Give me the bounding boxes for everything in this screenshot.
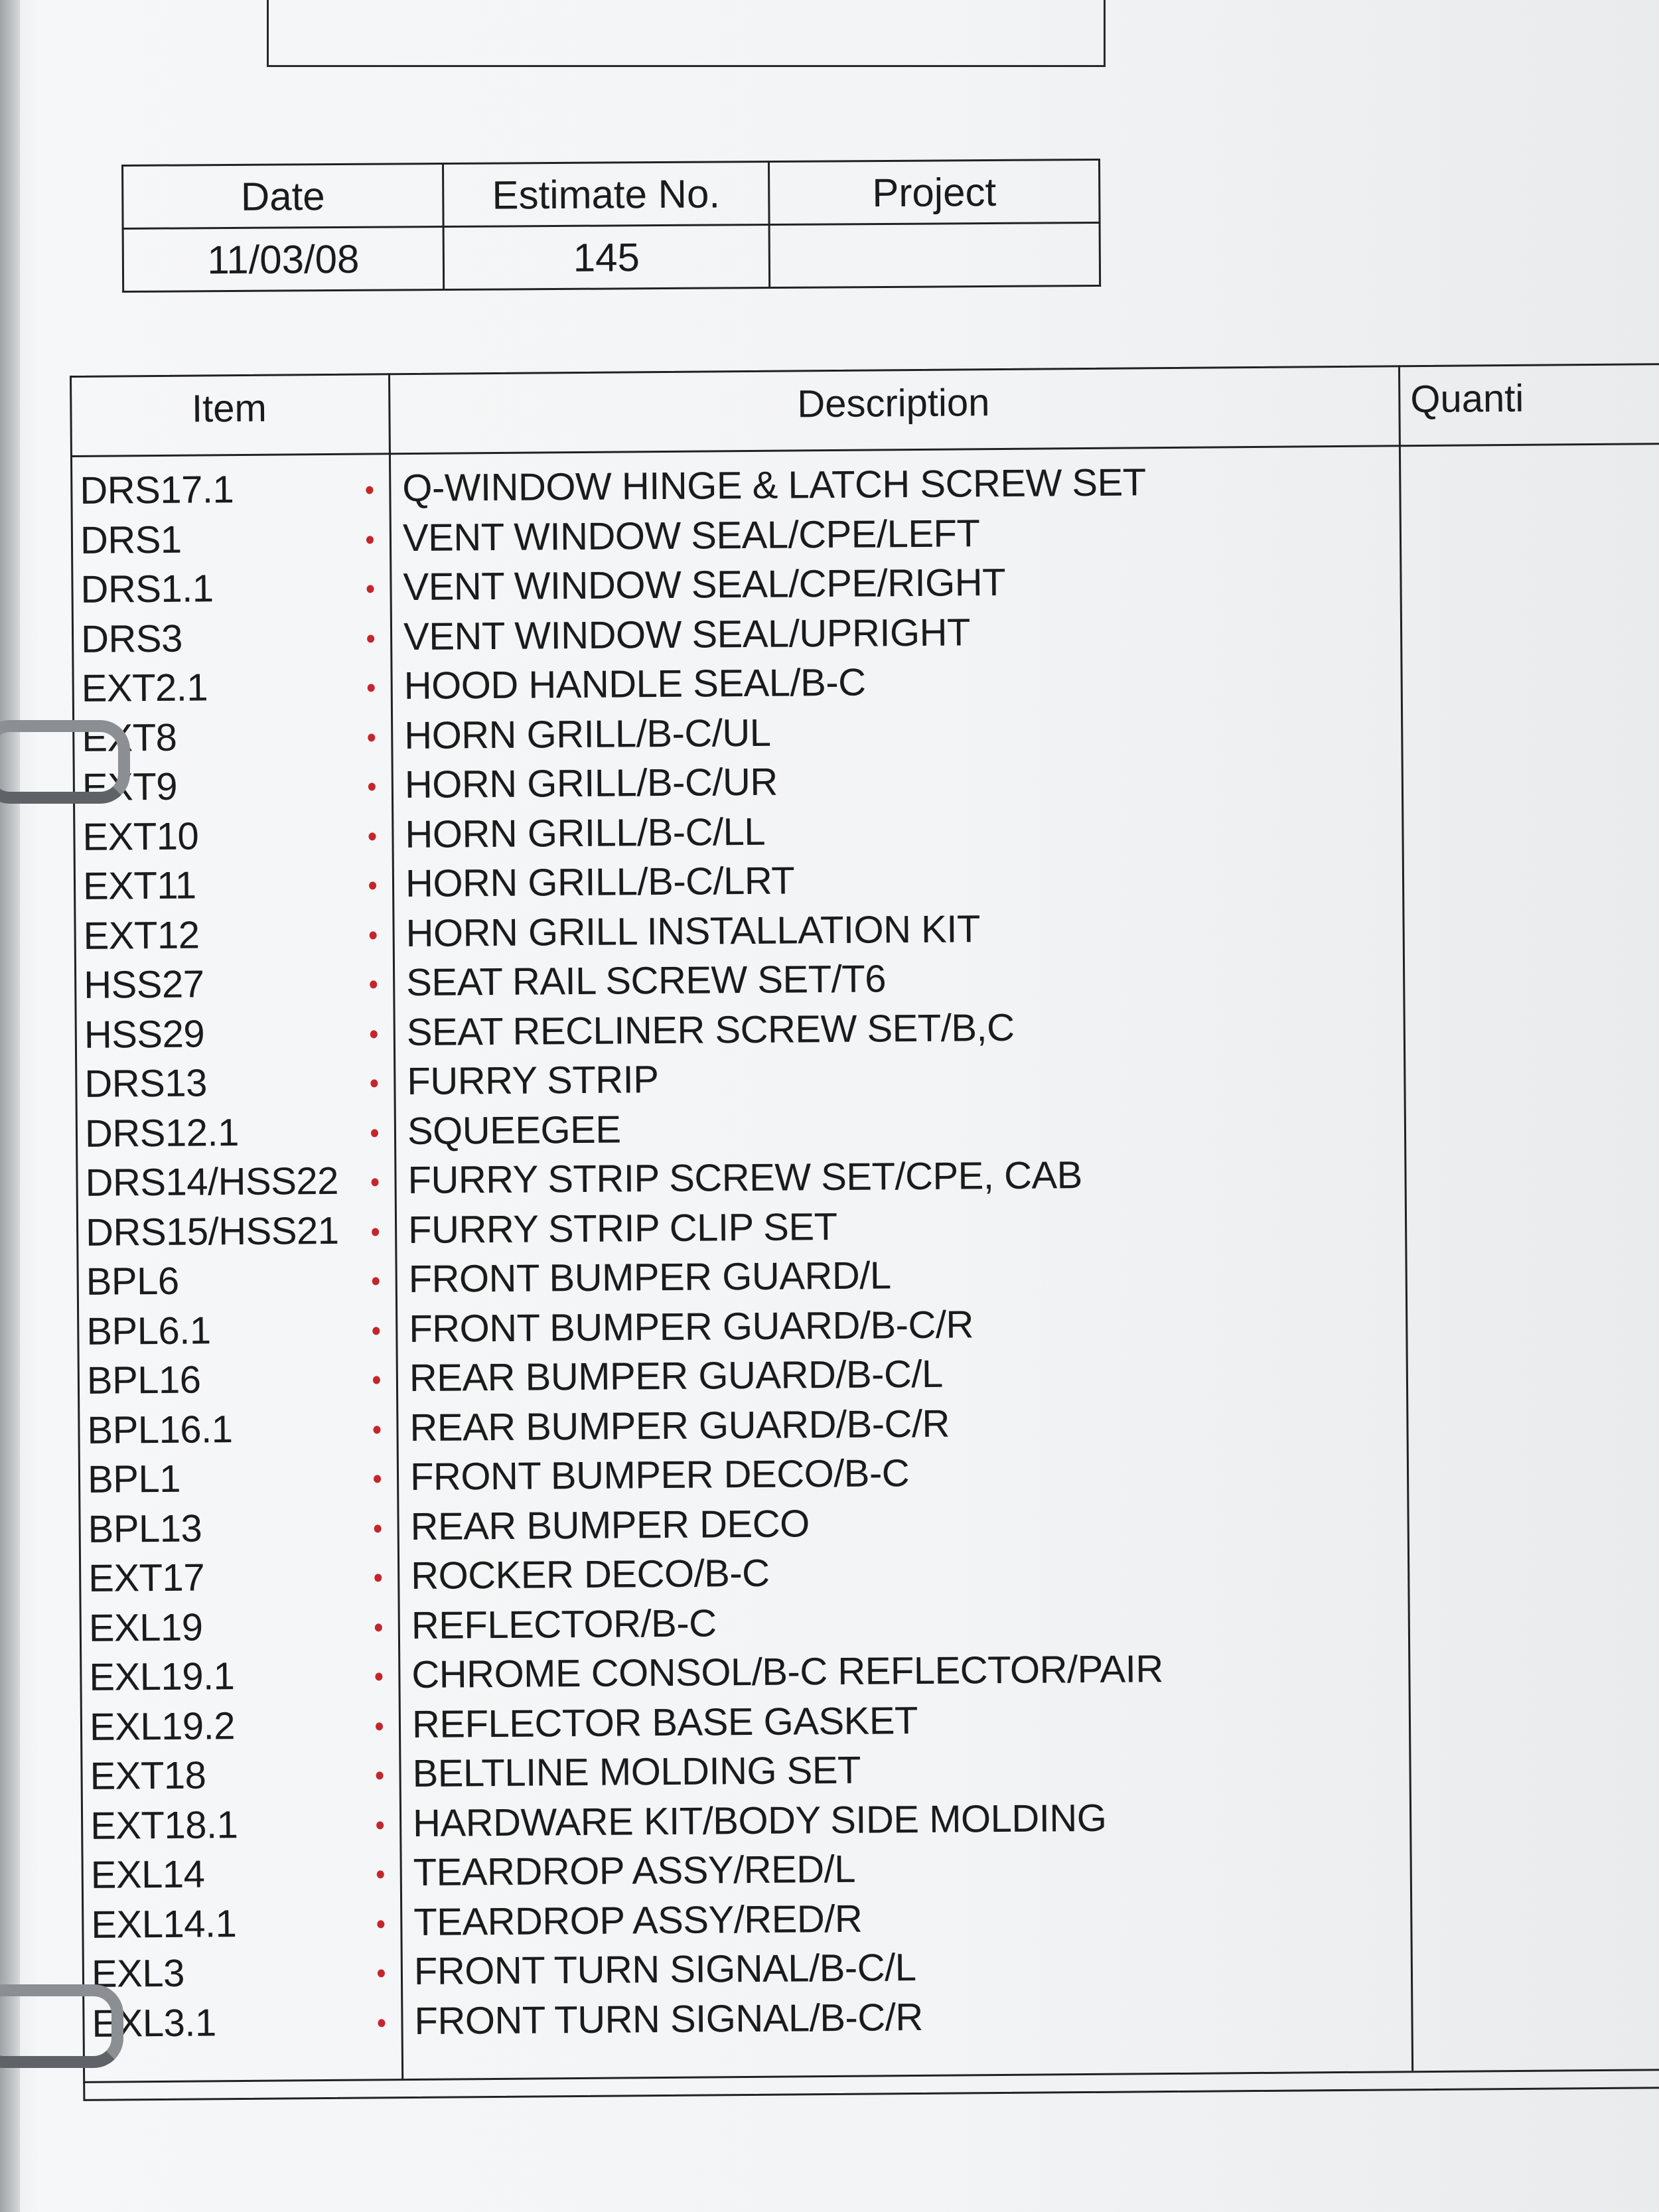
- red-check-mark: [369, 881, 376, 889]
- item-code: EXL3: [91, 1951, 185, 1996]
- red-check-mark: [368, 782, 376, 790]
- red-check-mark: [370, 1079, 378, 1087]
- item-description: REAR BUMPER GUARD/B-C/L: [409, 1352, 943, 1400]
- red-check-mark: [368, 832, 376, 840]
- item-code: DRS3: [80, 617, 183, 661]
- item-description: REFLECTOR/B-C: [411, 1601, 717, 1647]
- item-code: EXT2.1: [81, 666, 208, 710]
- item-description: FRONT BUMPER GUARD/L: [408, 1254, 891, 1301]
- date-label: Date: [123, 164, 444, 229]
- red-check-mark: [372, 1327, 380, 1335]
- item-code: DRS15/HSS21: [85, 1209, 339, 1254]
- item-code: EXL19.1: [89, 1655, 235, 1699]
- item-description: HORN GRILL/B-C/UL: [404, 711, 771, 757]
- item-description: REFLECTOR BASE GASKET: [411, 1698, 918, 1746]
- item-description: FURRY STRIP CLIP SET: [407, 1205, 837, 1252]
- item-code: BPL16: [86, 1358, 201, 1402]
- red-check-mark: [376, 1821, 384, 1829]
- item-code: EXL19: [88, 1605, 203, 1650]
- red-check-mark: [378, 1969, 385, 1977]
- estimate-header-table: [121, 159, 1101, 293]
- item-description: HORN GRILL/B-C/LRT: [405, 859, 795, 906]
- item-code: DRS12.1: [84, 1110, 240, 1155]
- item-description: CHROME CONSOL/B-C REFLECTOR/PAIR: [411, 1647, 1163, 1697]
- binder-ring-bottom: [0, 1984, 123, 2068]
- red-check-mark: [375, 1623, 382, 1631]
- date-value: 11/03/08: [123, 227, 444, 292]
- items-table: [70, 363, 1659, 2101]
- item-code: BPL1: [87, 1457, 181, 1501]
- item-description: HORN GRILL/B-C/UR: [404, 760, 778, 807]
- item-code: EXT10: [82, 814, 199, 859]
- item-code: EXT18: [90, 1753, 206, 1798]
- item-description: SEAT RECLINER SCREW SET/B,C: [406, 1005, 1015, 1054]
- binder-page-edge: [0, 0, 20, 2212]
- item-code: BPL6: [86, 1259, 179, 1303]
- item-description: TEARDROP ASSY/RED/L: [413, 1847, 856, 1895]
- item-code: DRS14/HSS22: [85, 1159, 339, 1205]
- project-value: [769, 222, 1100, 287]
- item-description: HORN GRILL/B-C/LL: [405, 810, 766, 856]
- red-check-mark: [375, 1672, 382, 1680]
- item-code: EXT9: [82, 765, 178, 809]
- column-header-description: Description: [797, 381, 990, 426]
- item-code: DRS17.1: [80, 468, 234, 512]
- item-code: DRS1.1: [80, 567, 214, 611]
- item-code: HSS29: [84, 1011, 205, 1057]
- red-check-mark: [368, 733, 375, 741]
- red-check-mark: [377, 1870, 384, 1878]
- item-code: EXL3.1: [92, 2000, 217, 2045]
- item-description: FRONT TURN SIGNAL/B-C/R: [414, 1995, 923, 2043]
- item-description: REAR BUMPER GUARD/B-C/R: [409, 1402, 950, 1449]
- red-check-mark: [374, 1524, 382, 1532]
- item-description: VENT WINDOW SEAL/CPE/LEFT: [402, 511, 980, 559]
- item-code: HSS27: [83, 962, 204, 1007]
- item-code: EXL14: [90, 1852, 205, 1897]
- item-code: EXT11: [82, 863, 196, 908]
- item-code: DRS13: [84, 1061, 208, 1106]
- item-description: REAR BUMPER DECO: [410, 1501, 810, 1548]
- estimate-no-label: Estimate No.: [443, 162, 770, 227]
- red-check-mark: [374, 1574, 382, 1582]
- column-header-quantity: Quanti: [1410, 376, 1524, 421]
- red-check-mark: [374, 1475, 381, 1483]
- item-code: EXT17: [88, 1556, 205, 1600]
- item-description: FRONT BUMPER DECO/B-C: [409, 1451, 910, 1499]
- red-check-mark: [372, 1178, 379, 1186]
- item-description: VENT WINDOW SEAL/UPRIGHT: [403, 610, 971, 658]
- red-check-mark: [370, 980, 377, 988]
- table-row: [82, 1991, 1411, 2051]
- item-description: HOOD HANDLE SEAL/B-C: [403, 660, 866, 708]
- item-code: EXT8: [82, 715, 177, 760]
- item-code: EXL19.2: [89, 1704, 236, 1749]
- red-check-mark: [376, 1771, 384, 1779]
- item-code: EXT12: [83, 913, 200, 958]
- item-code: DRS1: [80, 518, 182, 562]
- item-description: SQUEEGEE: [407, 1108, 621, 1153]
- estimate-no-value: 145: [443, 225, 770, 290]
- red-check-mark: [366, 486, 373, 494]
- item-description: FRONT TURN SIGNAL/B-C/L: [413, 1946, 916, 1993]
- item-description: HARDWARE KIT/BODY SIDE MOLDING: [412, 1796, 1107, 1845]
- binder-ring-top: [0, 720, 130, 804]
- red-check-mark: [377, 1920, 384, 1928]
- item-description: BELTLINE MOLDING SET: [412, 1748, 861, 1796]
- red-check-mark: [368, 684, 375, 692]
- red-check-mark: [373, 1426, 380, 1434]
- item-description: TEARDROP ASSY/RED/R: [413, 1897, 863, 1944]
- item-code: EXL14.1: [91, 1901, 237, 1947]
- item-description: SEAT RAIL SCREW SET/T6: [405, 957, 887, 1005]
- item-description: FURRY STRIP: [407, 1058, 659, 1104]
- top-empty-box: [267, 0, 1106, 67]
- column-header-item: Item: [191, 386, 267, 431]
- item-description: HORN GRILL INSTALLATION KIT: [405, 907, 981, 955]
- red-check-mark: [366, 536, 374, 544]
- red-check-mark: [367, 634, 374, 642]
- red-check-mark: [378, 2019, 385, 2027]
- item-description: FRONT BUMPER GUARD/B-C/R: [409, 1302, 974, 1351]
- red-check-mark: [372, 1228, 379, 1236]
- red-check-mark: [370, 931, 377, 939]
- item-code: BPL16.1: [87, 1407, 233, 1452]
- red-check-mark: [366, 585, 374, 593]
- red-check-mark: [373, 1376, 380, 1384]
- item-code: BPL6.1: [86, 1308, 211, 1353]
- item-description: VENT WINDOW SEAL/CPE/RIGHT: [403, 560, 1006, 609]
- item-code: BPL13: [88, 1506, 202, 1551]
- red-check-mark: [371, 1129, 378, 1137]
- table-body: [70, 458, 1411, 2051]
- red-check-mark: [376, 1722, 383, 1730]
- item-description: Q-WINDOW HINGE & LATCH SCREW SET: [402, 461, 1146, 510]
- red-check-mark: [370, 1030, 378, 1038]
- project-label: Project: [768, 159, 1100, 224]
- item-code: EXT18.1: [90, 1803, 238, 1848]
- item-description: ROCKER DECO/B-C: [410, 1551, 770, 1598]
- item-description: FURRY STRIP SCREW SET/CPE, CAB: [407, 1153, 1083, 1203]
- red-check-mark: [372, 1277, 380, 1285]
